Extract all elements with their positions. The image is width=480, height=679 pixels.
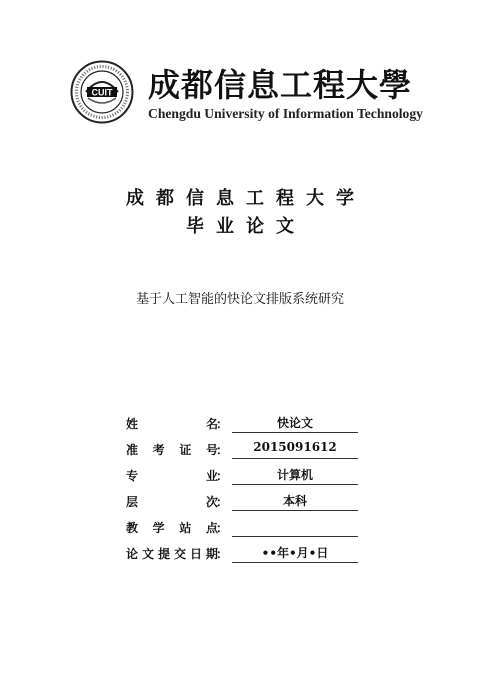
info-label-char: 姓 xyxy=(126,417,139,431)
info-row-level xyxy=(126,489,366,515)
cover-title-document-type: 毕业论文 xyxy=(186,216,306,237)
info-value: 快论文 xyxy=(276,416,313,430)
info-underline xyxy=(232,510,358,511)
cover-title-university: 成都信息工程大学 xyxy=(126,188,366,209)
info-row-major xyxy=(126,463,366,489)
university-name-en: Chengdu University of Information Technology xyxy=(148,106,423,121)
info-label xyxy=(126,545,218,562)
university-name-cn: 成都信息工程大學 xyxy=(148,66,413,104)
info-label-char: 期 xyxy=(205,547,218,561)
info-label-char: 号 xyxy=(205,443,218,457)
info-row-study-center xyxy=(126,515,366,541)
info-label-char: 准 xyxy=(126,443,139,457)
info-underline xyxy=(232,484,358,485)
info-colon: ： xyxy=(216,521,229,535)
info-label-char: 点 xyxy=(205,521,218,535)
info-row-exam-id xyxy=(126,437,366,463)
thesis-title: 基于人工智能的快论文排版系统研究 xyxy=(135,292,344,307)
info-underline xyxy=(232,458,358,459)
info-label xyxy=(126,441,218,458)
seal-emblem-icon xyxy=(70,60,134,124)
info-row-name xyxy=(126,411,366,437)
info-label-char: 交 xyxy=(173,547,186,561)
info-label-char: 站 xyxy=(179,521,192,535)
info-label xyxy=(126,415,218,432)
info-colon: ： xyxy=(216,417,229,431)
info-label-char: 业 xyxy=(205,469,218,483)
info-colon: ： xyxy=(216,469,229,483)
info-label-char: 专 xyxy=(126,469,139,483)
seal-cuit-text: CUIT xyxy=(91,87,113,98)
info-underline xyxy=(232,432,358,433)
letterhead xyxy=(68,58,423,140)
info-value: ••年•月•日 xyxy=(261,546,329,560)
info-colon: ： xyxy=(216,547,229,561)
info-label-char: 层 xyxy=(126,495,139,509)
info-label-char: 证 xyxy=(179,443,192,457)
info-underline xyxy=(232,536,358,537)
info-label-char: 考 xyxy=(152,443,165,457)
info-label-char: 论 xyxy=(126,547,139,561)
student-info-table xyxy=(126,411,366,567)
info-label xyxy=(126,493,218,510)
info-value: 本科 xyxy=(282,494,307,508)
info-label-char: 次 xyxy=(205,495,218,509)
info-label-char: 教 xyxy=(126,521,139,535)
info-value: 计算机 xyxy=(276,468,313,482)
info-label xyxy=(126,519,218,536)
info-label-char: 文 xyxy=(141,547,154,561)
info-row-submission-date xyxy=(126,541,366,567)
info-label-char: 提 xyxy=(157,547,170,561)
info-colon: ： xyxy=(216,443,229,457)
university-seal-logo xyxy=(70,60,134,124)
info-label xyxy=(126,467,218,484)
info-value: 2015091612 xyxy=(253,440,337,454)
info-label-char: 学 xyxy=(152,521,165,535)
info-label-char: 日 xyxy=(189,547,202,561)
info-colon: ： xyxy=(216,495,229,509)
info-underline xyxy=(232,562,358,563)
info-label-char: 名 xyxy=(205,417,218,431)
